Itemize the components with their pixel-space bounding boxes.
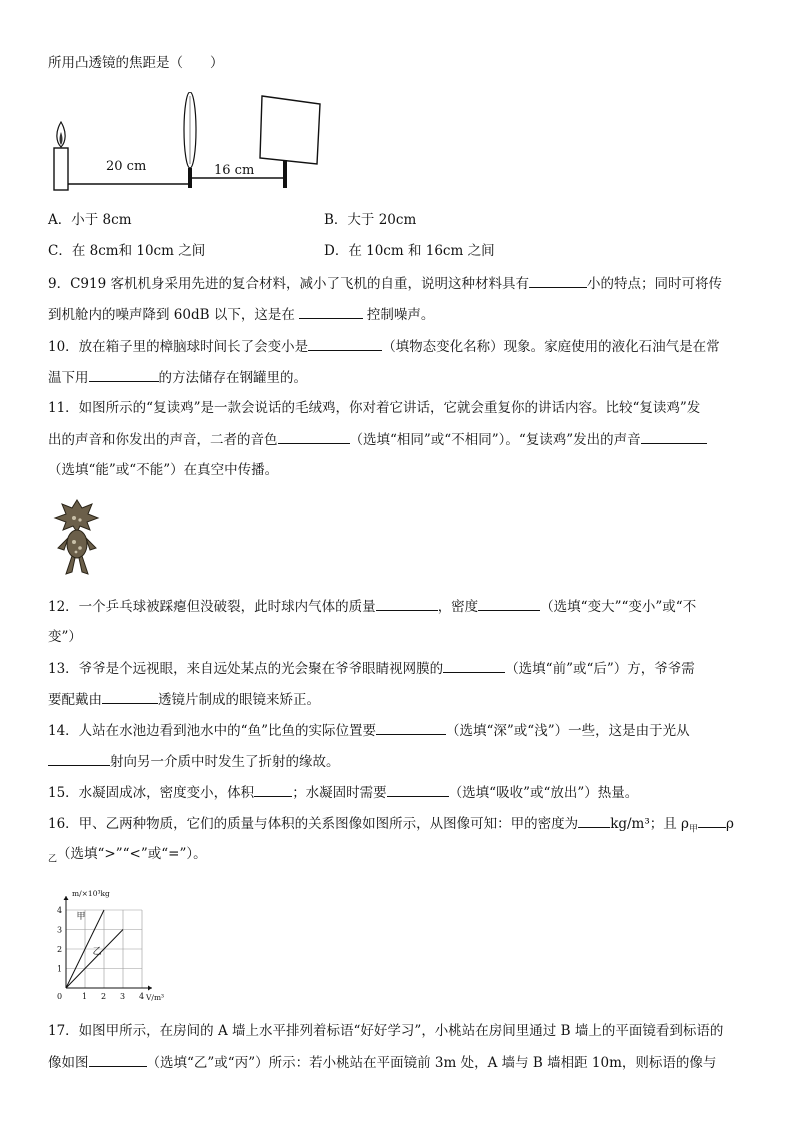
series-line-2 [66, 930, 123, 989]
option-a: A．小于 8cm [48, 212, 132, 228]
q12-line2: 变”） [48, 629, 82, 645]
repeat-chicken-figure [52, 496, 102, 580]
x-tick-label: 1 [82, 992, 88, 1001]
q11-line1: 11．如图所示的“复读鸡”是一款会说话的毛绒鸡，你对着它讲话，它就会重复你的讲话内容。比较“复读鸡”发 [48, 400, 701, 416]
y-tick-label: 1 [57, 964, 63, 974]
distance-label-2: 16 cm [214, 163, 255, 178]
q14-line2: 射向另一介质中时发生了折射的缘故。 [48, 751, 340, 772]
x-tick-label: 0 [57, 992, 63, 1001]
mass-volume-chart [52, 884, 182, 1008]
q13-line2: 要配戴由 透镜片制成的眼镜来矫正。 [48, 689, 320, 710]
y-axis-arrow [64, 896, 69, 900]
q10-line2: 温下用 的方法储存在钢罐里的。 [48, 367, 307, 388]
q16-line2: $_乙$（选填“>”“<”或“=”）。 [48, 846, 207, 865]
q17-line2: 像如图 （选填“乙”或“丙”）所示：若小桃站在平面镜前 3m 处，A 墙与 B 墙相距 10m，则标语的像与 [48, 1052, 716, 1073]
option-c: C．在 8cm和 10cm 之间 [48, 243, 206, 259]
q9-line2: 到机舱内的噪声降到 60dB 以下，这是在 控制噪声。 [48, 304, 434, 325]
convex-lens-icon [184, 92, 196, 188]
q14-line1: 14．人站在水池边看到池水中的“鱼”比鱼的实际位置要 （选填“深”或“浅”）一些，这是由于光从 [48, 720, 690, 741]
x-axis-arrow [148, 986, 152, 991]
x-tick-label: 4 [139, 992, 145, 1001]
option-b: B．大于 20cm [324, 212, 417, 228]
x-tick-label: 2 [101, 992, 107, 1001]
screen-icon [260, 96, 320, 188]
q9-line1: 9．C919 客机机身采用先进的复合材料，减小了飞机的自重，说明这种材料具有 小的特点；同时可将传 [48, 273, 722, 294]
lens-experiment-figure [44, 92, 324, 194]
q12-line1: 12．一个乒乓球被踩瘪但没破裂，此时球内气体的质量 ，密度 （选填“变大”“变小”或“不 [48, 596, 696, 617]
option-d: D．在 10cm 和 16cm 之间 [324, 243, 495, 259]
q17-line1: 17．如图甲所示，在房间的 A 墙上水平排列着标语“好好学习”，小桃站在房间里通过 B 墙上的平面镜看到标语的 [48, 1023, 724, 1039]
distance-label-1: 20 cm [106, 159, 147, 174]
q15-line: 15．水凝固成冰，密度变小，体积 ；水凝固时需要 （选填“吸收”或“放出”）热量。 [48, 782, 638, 803]
q11-line3: （选填“能”或“不能”）在真空中传播。 [48, 462, 279, 478]
x-tick-label: 3 [120, 992, 126, 1001]
q13-line1: 13．爷爷是个远视眼，来自远处某点的光会聚在爷爷眼睛视网膜的 （选填“前”或“后”）方，爷爷需 [48, 658, 695, 679]
candle-icon [54, 122, 68, 190]
y-tick-label: 3 [57, 925, 63, 935]
q10-line1: 10．放在箱子里的樟脑球时间长了会变小是 （填物态变化名称）现象。家庭使用的液化石油气是在常 [48, 336, 720, 357]
y-axis-label: m/×10³kg [72, 889, 110, 898]
series-label-2: 乙 [92, 946, 102, 957]
x-axis-label: V/m³ [146, 993, 165, 1002]
series-label-1: 甲 [76, 911, 86, 922]
q16-line1: 16．甲、乙两种物质，它们的质量与体积的关系图像如图所示，从图像可知：甲的密度为 kg/m³；且 $\rho_甲$ ρ [48, 813, 734, 840]
q11-line2: 出的声音和你发出的声音，二者的音色 （选填“相同”或“不相同”）。“复读鸡”发出的声音 [48, 429, 707, 450]
y-tick-label: 4 [57, 906, 63, 915]
y-tick-label: 2 [57, 945, 63, 954]
q8-stem: 所用凸透镜的焦距是（ ） [48, 55, 224, 71]
